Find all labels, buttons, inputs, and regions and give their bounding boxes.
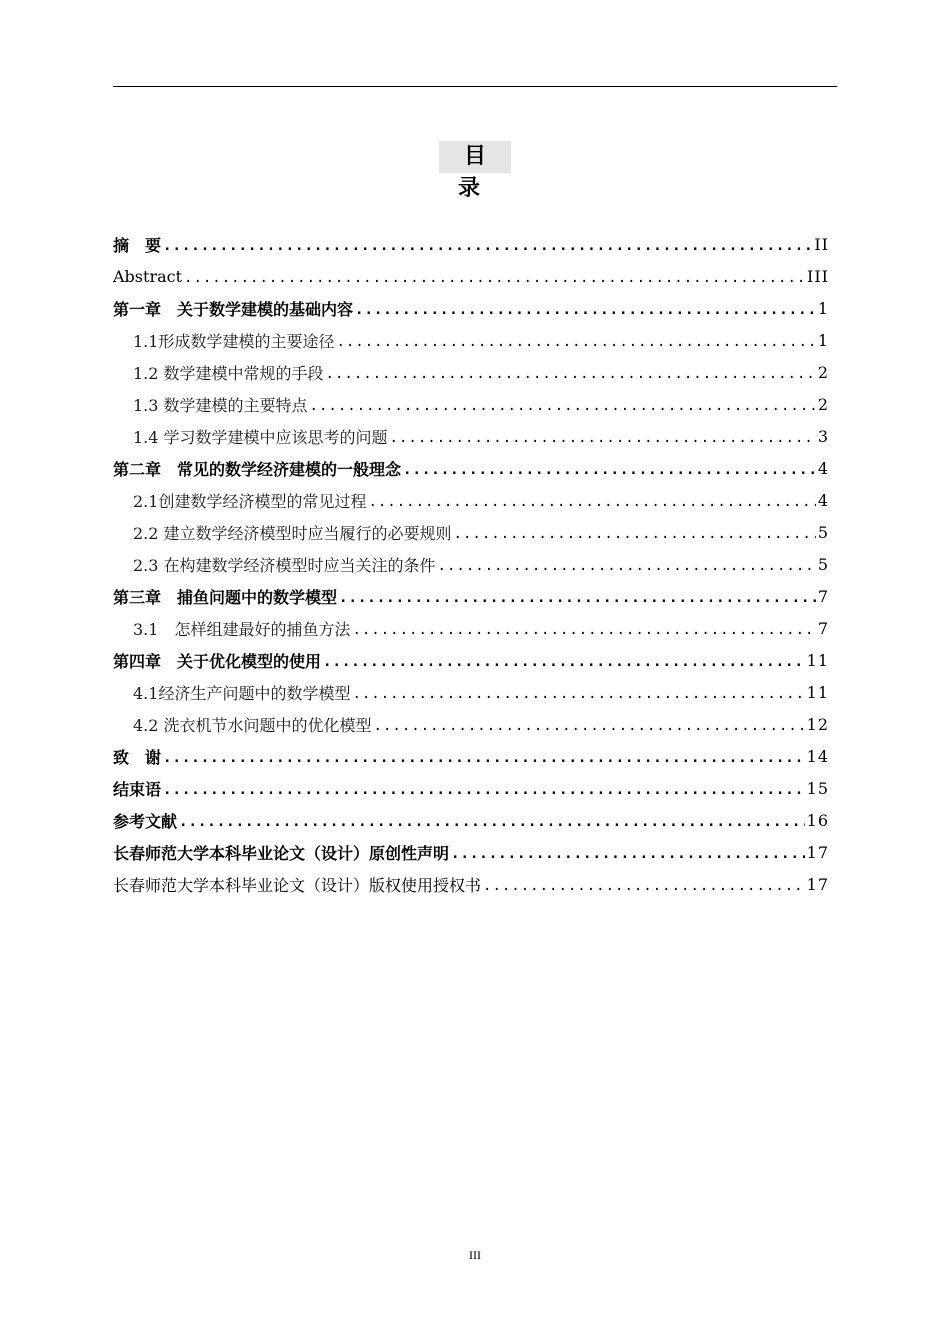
toc-entry[interactable] [113,452,829,484]
toc-entry[interactable] [113,260,829,292]
toc-entry-title: 2.2 建立数学经济模型时应当履行的必要规则 [133,523,452,543]
toc-entry[interactable] [113,676,829,708]
toc-entry[interactable] [113,644,829,676]
toc-entry-page: III [807,266,829,286]
dot-leader [374,718,805,734]
toc-entry-page: 4 [817,458,829,478]
toc-entry[interactable] [113,292,829,324]
toc-entry[interactable] [113,804,829,836]
toc-entry-page: 11 [806,682,829,702]
table-of-contents [113,228,829,900]
dot-leader [454,526,816,542]
dot-leader [323,654,805,670]
toc-entry-page: 2 [817,394,829,414]
toc-entry[interactable] [113,612,829,644]
toc-entry-title: 长春师范大学本科毕业论文（设计）版权使用授权书 [113,875,482,895]
toc-entry-title: 2.1创建数学经济模型的常见过程 [133,491,367,511]
toc-entry-title: 长春师范大学本科毕业论文（设计）原创性声明 [113,843,450,863]
toc-entry[interactable] [113,740,829,772]
toc-entry-page: 11 [806,650,829,670]
toc-entry-title: 1.2 数学建模中常规的手段 [133,363,324,383]
toc-entry-title: 第四章 关于优化模型的使用 [113,651,322,671]
toc-entry[interactable] [113,420,829,452]
toc-entry-title: 第二章 常见的数学经济建模的一般理念 [113,459,402,479]
toc-entry-page: 17 [806,874,829,894]
toc-entry-page: 5 [817,522,829,542]
dot-leader [483,878,805,894]
header-rule [113,86,837,87]
toc-entry[interactable] [113,836,829,868]
dot-leader [310,398,816,414]
toc-entry-title: 结束语 [113,779,162,799]
dot-leader [336,334,815,350]
toc-entry-page: 12 [806,714,829,734]
dot-leader [390,430,816,446]
toc-entry-title: 1.4 学习数学建模中应该思考的问题 [133,427,388,447]
toc-entry-page: 14 [806,746,829,766]
dot-leader [352,622,815,638]
toc-entry-page: 3 [817,426,829,446]
toc-title: 目 录 [439,141,511,173]
toc-entry-title: 3.1 怎样组建最好的捕鱼方法 [133,619,351,639]
toc-entry-title: 2.3 在构建数学经济模型时应当关注的条件 [133,555,436,575]
toc-entry[interactable] [113,228,829,260]
toc-entry-title: 摘 要 [113,235,162,255]
toc-entry[interactable] [113,548,829,580]
dot-leader [438,558,816,574]
toc-entry-title: 4.2 洗衣机节水问题中的优化模型 [133,715,372,735]
toc-entry[interactable] [113,388,829,420]
toc-entry[interactable] [113,772,829,804]
toc-entry[interactable] [113,580,829,612]
toc-entry-title: 1.3 数学建模的主要特点 [133,395,308,415]
toc-entry[interactable] [113,868,829,900]
toc-entry-title: 致 谢 [113,747,162,767]
toc-entry-page: II [814,234,829,254]
dot-leader [368,494,815,510]
dot-leader [339,590,816,606]
toc-entry-page: 17 [806,842,829,862]
dot-leader [451,846,805,862]
toc-entry-title: 4.1经济生产问题中的数学模型 [133,683,351,703]
dot-leader [355,302,816,318]
toc-entry-page: 2 [817,362,829,382]
toc-entry-page: 15 [806,778,829,798]
toc-entry[interactable] [113,324,829,356]
toc-entry-page: 16 [806,810,829,830]
toc-entry-title: 参考文献 [113,811,178,831]
toc-entry-title: 1.1形成数学建模的主要途径 [133,331,335,351]
dot-leader [163,750,805,766]
page-number: III [469,1248,481,1262]
dot-leader [326,366,816,382]
toc-entry-page: 4 [817,490,829,510]
toc-entry-page: 1 [817,298,829,318]
dot-leader [184,270,805,286]
dot-leader [403,462,816,478]
toc-entry[interactable] [113,516,829,548]
toc-entry-page: 1 [817,330,829,350]
dot-leader [163,782,805,798]
toc-entry[interactable] [113,484,829,516]
dot-leader [179,814,805,830]
dot-leader [163,238,812,254]
toc-entry-title: 第三章 捕鱼问题中的数学模型 [113,587,338,607]
toc-entry-page: 7 [817,618,829,638]
toc-entry-title: 第一章 关于数学建模的基础内容 [113,299,354,319]
dot-leader [352,686,804,702]
toc-entry-page: 5 [817,554,829,574]
toc-entry-page: 7 [817,586,829,606]
toc-entry[interactable] [113,356,829,388]
toc-entry-title: Abstract [113,266,183,286]
toc-entry[interactable] [113,708,829,740]
